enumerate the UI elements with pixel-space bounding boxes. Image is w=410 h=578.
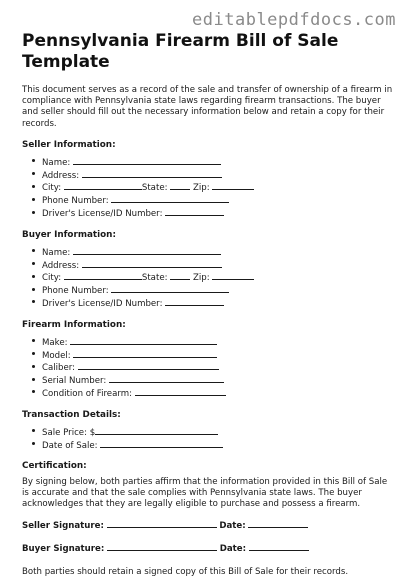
- certification-heading: Certification:: [22, 461, 87, 472]
- field-label: City:: [42, 183, 62, 194]
- seller-fields: [22, 156, 394, 220]
- buyer-zip-blank[interactable]: [212, 271, 254, 280]
- field-label: Address:: [42, 170, 80, 181]
- intro-paragraph: This document serves as a record of the sale and transfer of ownership of a firearm in compliance with Pennsylvania state laws regarding firearm transactions. The buyer and seller should fill out the necessary information below and retain a copy for their records.: [22, 85, 393, 129]
- field-label: Name:: [42, 157, 71, 168]
- buyer-city-blank[interactable]: [64, 271, 142, 280]
- seller-name-field: [42, 156, 394, 169]
- firearm-make-blank[interactable]: [70, 336, 217, 345]
- buyer-date-blank[interactable]: [249, 542, 309, 551]
- transaction-fields: [22, 426, 394, 452]
- buyer-state-blank[interactable]: [170, 271, 190, 280]
- seller-address-field: [42, 169, 394, 182]
- buyer-license-field: [42, 297, 394, 310]
- field-label: Serial Number:: [42, 376, 107, 387]
- firearm-make-field: [42, 336, 394, 349]
- field-label: Zip:: [192, 183, 210, 194]
- field-label: Driver's License/ID Number:: [42, 209, 163, 219]
- buyer-phone-blank[interactable]: [111, 284, 229, 293]
- sale-price-field: [42, 426, 394, 439]
- seller-license-blank[interactable]: [165, 207, 224, 216]
- field-label: Zip:: [192, 273, 210, 284]
- certification-text: By signing below, both parties affirm that the information provided in this Bill of Sale is accurate and that the sale complies with Pennsylvania state laws. The buyer acknowledges that they are legally eligible to purchase and possess a firearm.: [22, 477, 388, 509]
- seller-signature-blank[interactable]: [107, 519, 217, 528]
- buyer-signature-line: [22, 542, 394, 555]
- buyer-signature-label: Buyer Signature:: [22, 544, 105, 555]
- field-label: Caliber:: [42, 363, 76, 374]
- document-title: Pennsylvania Firearm Bill of Sale Template: [22, 31, 339, 72]
- field-label: Model:: [42, 350, 71, 361]
- buyer-signature-blank[interactable]: [107, 542, 217, 551]
- field-label: State:: [141, 273, 168, 284]
- firearm-caliber-blank[interactable]: [78, 361, 219, 370]
- field-label: Make:: [42, 337, 68, 348]
- watermark: editablepdfdocs.com: [192, 10, 396, 30]
- firearm-model-blank[interactable]: [73, 349, 217, 358]
- firearm-fields: [22, 336, 394, 400]
- field-label: Name:: [42, 247, 71, 258]
- firearm-caliber-field: [42, 361, 394, 374]
- field-label: Date of Sale:: [42, 440, 98, 451]
- seller-address-blank[interactable]: [82, 169, 222, 178]
- transaction-heading: Transaction Details:: [22, 409, 121, 420]
- firearm-model-field: [42, 349, 394, 362]
- field-label: Driver's License/ID Number:: [42, 298, 163, 309]
- sale-date-blank[interactable]: [100, 439, 223, 448]
- buyer-address-field: [42, 259, 394, 272]
- seller-heading: Seller Information:: [22, 139, 116, 150]
- buyer-name-field: [42, 246, 394, 259]
- field-label: Phone Number:: [42, 286, 109, 297]
- seller-phone-field: [42, 194, 394, 207]
- document-page: [22, 31, 394, 578]
- sale-price-blank[interactable]: [95, 426, 218, 435]
- seller-phone-blank[interactable]: [111, 194, 229, 203]
- buyer-heading: Buyer Information:: [22, 229, 116, 240]
- sale-date-field: [42, 439, 394, 452]
- seller-name-blank[interactable]: [73, 156, 221, 165]
- field-label: City:: [42, 273, 62, 284]
- field-label: State:: [141, 183, 168, 194]
- field-label: Sale Price: $: [42, 427, 96, 438]
- buyer-city-field: [42, 271, 394, 284]
- seller-date-blank[interactable]: [248, 519, 308, 528]
- firearm-condition-blank[interactable]: [135, 387, 226, 396]
- firearm-condition-field: [42, 387, 394, 400]
- buyer-name-blank[interactable]: [73, 246, 221, 255]
- field-label: Phone Number:: [42, 196, 109, 207]
- field-label: Address:: [42, 260, 80, 271]
- firearm-serial-field: [42, 374, 394, 387]
- buyer-fields: [22, 246, 394, 310]
- buyer-address-blank[interactable]: [82, 259, 222, 268]
- seller-signature-line: [22, 519, 394, 532]
- seller-city-field: [42, 181, 394, 194]
- firearm-serial-blank[interactable]: [109, 374, 224, 383]
- buyer-license-blank[interactable]: [165, 297, 224, 306]
- buyer-phone-field: [42, 284, 394, 297]
- buyer-date-label: Date:: [219, 544, 247, 555]
- seller-license-field: [42, 207, 394, 220]
- seller-date-label: Date:: [219, 521, 246, 532]
- firearm-heading: Firearm Information:: [22, 319, 126, 330]
- footer-note: Both parties should retain a signed copy of this Bill of Sale for their records.: [22, 567, 349, 578]
- seller-state-blank[interactable]: [170, 181, 190, 190]
- seller-signature-label: Seller Signature:: [22, 521, 104, 532]
- seller-city-blank[interactable]: [64, 181, 142, 190]
- field-label: Condition of Firearm:: [42, 388, 133, 399]
- seller-zip-blank[interactable]: [212, 181, 254, 190]
